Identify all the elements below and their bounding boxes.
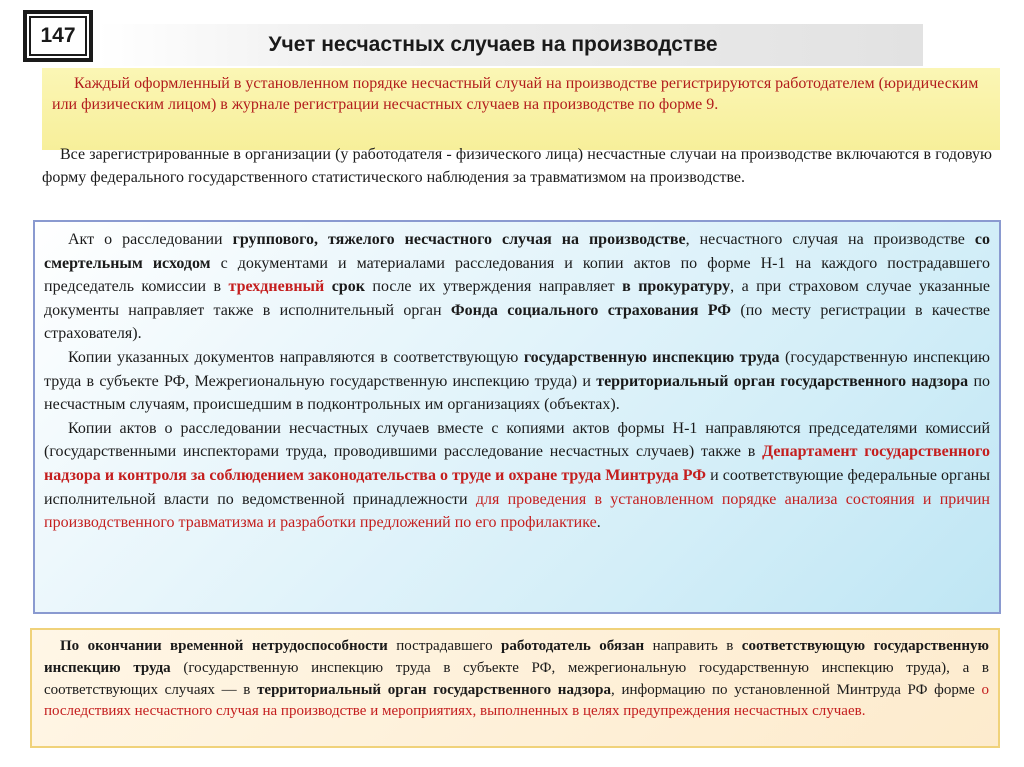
slide-number: 147: [40, 24, 76, 47]
bold-run: государственную инспекцию труда: [523, 348, 780, 366]
slide-number-badge: [23, 10, 93, 62]
text-run: по несчастным случаям, происшедшим в подконтрольных им организациях (объектах).: [44, 372, 991, 414]
text-run: Акт о расследовании: [68, 231, 233, 248]
text-run: , а при страховом случае указанные документы направляет также в исполнительный орган: [44, 278, 990, 319]
page-title: Учет несчастных случаев на производстве: [268, 33, 718, 56]
bold-run: в прокуратуру: [622, 278, 731, 296]
investigation-acts-paragraph-2: [44, 346, 990, 417]
investigation-acts-paragraph-1: [44, 228, 990, 346]
text-run: , несчастного случая на производстве: [685, 231, 975, 248]
registration-notice-box: [42, 68, 1000, 150]
text-run: (государственную инспекцию труда в субъекте РФ, межрегиональную государственную инспекцию труда), а в соответствующих случаях — в: [44, 659, 989, 698]
text-run: с документами и материалами расследования и копии актов по форме Н-1 на каждого пострадавшего председатель комиссии в: [44, 254, 990, 296]
text-run: и соответствующие федеральные органы исполнительной власти по ведомственной принадлежности: [44, 466, 990, 508]
bold-run: со смертельным исходом: [44, 231, 991, 272]
red-bold-run: трехдневный: [228, 278, 325, 296]
text-run: , информацию по установленной Минтруда РФ форме: [611, 681, 982, 698]
text-run: Копии актов о расследовании несчастных случаев вместе с копиями актов формы Н-1 направляются председателями комиссий (государственными инспекторами труда, проводившими расследование несчастных случаев) также в: [44, 419, 990, 461]
bold-run: группового, тяжелого несчастного случая на производстве: [232, 231, 686, 248]
text-run: Копии указанных документов направляются в соответствующую: [68, 348, 524, 366]
text-run: после их утверждения направляет: [364, 278, 623, 296]
text-run: .: [596, 514, 601, 532]
bold-run: территориальный орган государственного надзора: [596, 372, 969, 390]
disability-end-notice-text: [44, 636, 989, 723]
registration-notice-text: Каждый оформленный в установленном порядке несчастный случай на производстве регистрируются работодателем (юридическим или физическим лицом) в журнале регистрации несчастных случаев на производстве по форме 9.: [52, 75, 979, 113]
bold-run: территориальный орган государственного надзора: [257, 681, 611, 698]
investigation-acts-paragraph-3: [44, 417, 990, 535]
red-run: для проведения в установленном порядке анализа состояния и причин производственного травматизма и разработки предложений по его профилактике: [44, 490, 990, 532]
statistics-paragraph: Все зарегистрированные в организации (у работодателя - физического лица) несчастные случаи на производстве включаются в годовую форму федерального государственного статистического наблюдения за травматизмом на производстве.: [42, 146, 992, 186]
disability-end-notice-box: [30, 628, 1000, 748]
bold-run: срок: [324, 278, 365, 296]
title-bar: [98, 24, 923, 66]
red-bold-run: Департамент государственного надзора и контроля за соблюдением законодательства о труде и охране труда Минтруда РФ: [44, 443, 991, 484]
red-run: о последствиях несчастного случая на производстве и мероприятиях, выполненных в целях предупреждения несчастных случаев.: [44, 681, 989, 720]
text-run: направить в: [644, 638, 742, 654]
bold-run: работодатель обязан: [501, 638, 645, 654]
bold-run: По окончании временной нетрудоспособности: [60, 638, 388, 654]
bold-run: Фонда социального страхования РФ: [450, 301, 732, 319]
text-run: пострадавшего: [387, 638, 502, 654]
text-run: (по месту регистрации в качестве страхователя).: [44, 301, 991, 343]
investigation-acts-box: [33, 220, 1001, 614]
text-run: (государственную инспекцию труда в субъекте РФ, Межрегиональную государственную инспекцию труда) и: [44, 348, 990, 390]
bold-run: соответствующую государственную инспекцию труда: [44, 638, 989, 676]
